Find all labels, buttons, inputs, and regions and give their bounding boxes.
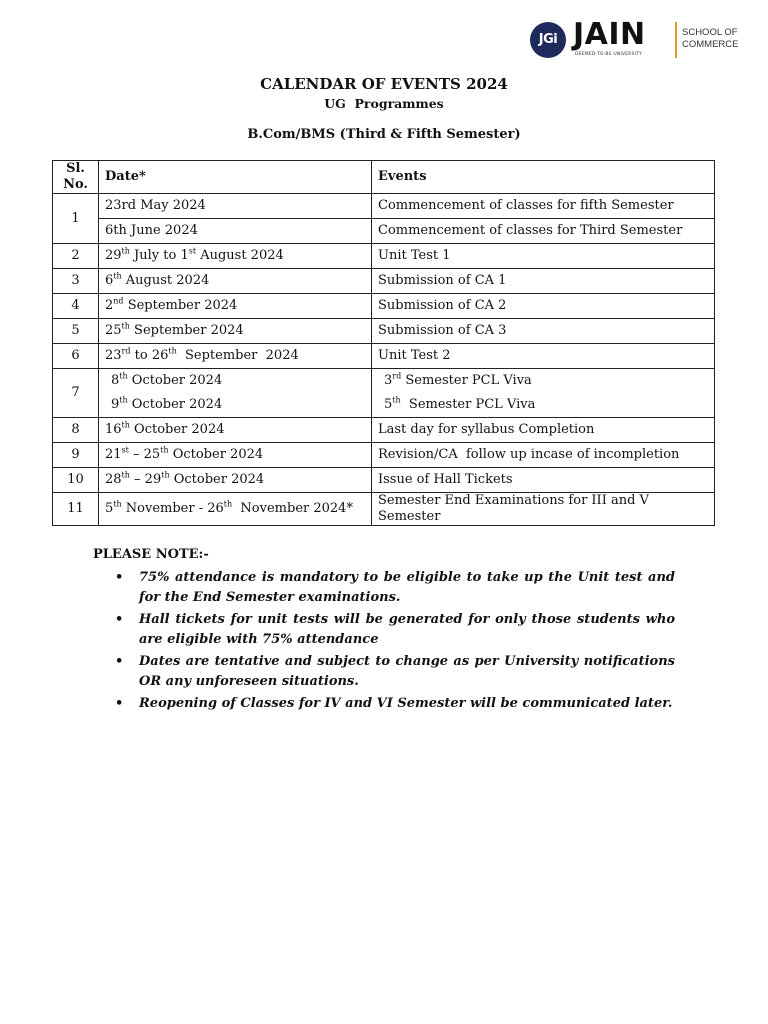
event-cell: Submission of CA 1 (372, 269, 715, 294)
sl-cell: 3 (53, 269, 99, 294)
table-row (53, 269, 715, 294)
jain-wordmark: JAIN (573, 17, 646, 52)
notes-list (115, 568, 675, 716)
school-line-2: COMMERCE (682, 39, 739, 50)
event-cell: Last day for syllabus Completion (372, 418, 715, 443)
school-name (682, 27, 738, 51)
events-table (52, 160, 715, 526)
date-cell: 6th June 2024 (99, 219, 372, 244)
sl-cell: 10 (53, 468, 99, 493)
event-cell: Unit Test 1 (372, 244, 715, 269)
date-cell: 25th September 2024 (99, 319, 372, 344)
note-heading: PLEASE NOTE:- (93, 547, 209, 562)
table-row (53, 244, 715, 269)
school-line-1: SCHOOL OF (682, 27, 738, 38)
sl-cell: 5 (53, 319, 99, 344)
date-cell: 16th October 2024 (99, 418, 372, 443)
program-heading: B.Com/BMS (Third & Fifth Semester) (247, 127, 521, 142)
date-cell: 23rd May 2024 (99, 194, 372, 219)
table-row (53, 369, 715, 418)
jain-logo (530, 17, 740, 60)
jgi-logo-mark: JGi (530, 22, 566, 58)
sl-cell: 8 (53, 418, 99, 443)
sl-cell: 7 (53, 369, 99, 418)
page-title: CALENDAR OF EVENTS 2024 (260, 75, 508, 93)
sl-cell: 4 (53, 294, 99, 319)
header-date: Date* (99, 161, 372, 194)
date-cell: 5th November - 26th November 2024* (99, 493, 372, 526)
date-cell: 2nd September 2024 (99, 294, 372, 319)
date-cell: 28th – 29th October 2024 (99, 468, 372, 493)
event-cell: Commencement of classes for fifth Semester (372, 194, 715, 219)
table-row (53, 418, 715, 443)
date-cell: 29th July to 1st August 2024 (99, 244, 372, 269)
table-row (53, 294, 715, 319)
list-item: • Reopening of Classes for IV and VI Semester will be communicated later. (115, 694, 675, 714)
table-row (53, 468, 715, 493)
sl-cell: 9 (53, 443, 99, 468)
bullet-icon: • (115, 612, 124, 627)
logo-divider (675, 22, 677, 58)
table-row (53, 344, 715, 369)
sl-cell: 1 (53, 194, 99, 244)
table-row (53, 219, 715, 244)
event-cell: 3rd Semester PCL Viva 5th Semester PCL Viva (372, 369, 715, 418)
page-subtitle: UG Programmes (324, 96, 444, 111)
table-row (53, 319, 715, 344)
table-row (53, 443, 715, 468)
sl-cell: 6 (53, 344, 99, 369)
jain-tagline: DEEMED-TO-BE UNIVERSITY (575, 52, 643, 57)
date-cell: 23rd to 26th September 2024 (99, 344, 372, 369)
table-row (53, 194, 715, 219)
table-row (53, 493, 715, 526)
date-cell: 6th August 2024 (99, 269, 372, 294)
header-sl-no: Sl. No. (53, 161, 99, 194)
event-cell: Unit Test 2 (372, 344, 715, 369)
event-cell: Revision/CA follow up incase of incompletion (372, 443, 715, 468)
bullet-icon: • (115, 654, 124, 669)
date-cell: 8th October 2024 9th October 2024 (99, 369, 372, 418)
event-cell: Semester End Examinations for III and V Semester (372, 493, 715, 526)
bullet-icon: • (115, 696, 124, 711)
event-cell: Submission of CA 2 (372, 294, 715, 319)
event-cell: Submission of CA 3 (372, 319, 715, 344)
list-item: • Hall tickets for unit tests will be generated for only those students who are eligible with 75% attendance (115, 612, 675, 647)
list-item: • Dates are tentative and subject to change as per University notifications OR any unforeseen situations. (115, 654, 675, 689)
event-cell: Commencement of classes for Third Semester (372, 219, 715, 244)
sl-cell: 2 (53, 244, 99, 269)
header-events: Events (372, 161, 715, 194)
sl-cell: 11 (53, 493, 99, 526)
bullet-icon: • (115, 570, 124, 585)
table-header-row (53, 161, 715, 194)
date-cell: 21st – 25th October 2024 (99, 443, 372, 468)
event-cell: Issue of Hall Tickets (372, 468, 715, 493)
list-item: • 75% attendance is mandatory to be eligible to take up the Unit test and for the End Semester examinations. (115, 570, 675, 605)
